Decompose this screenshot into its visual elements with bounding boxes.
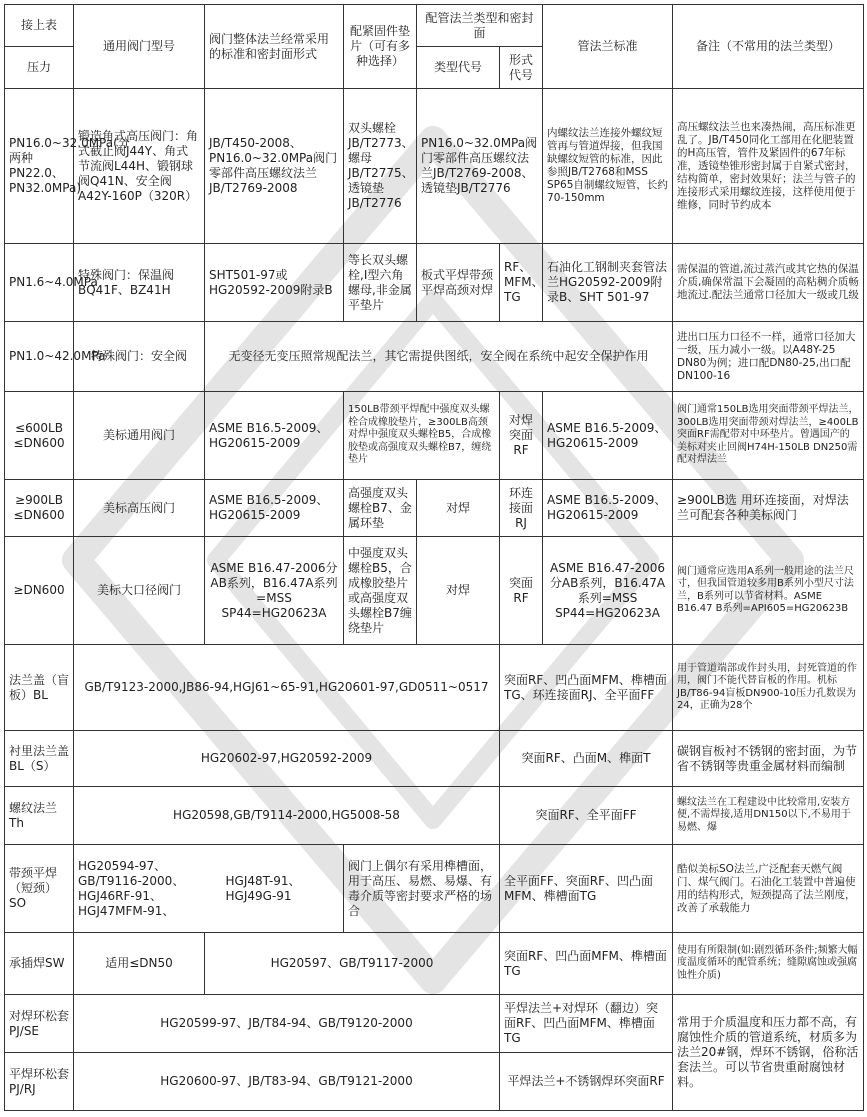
- valve-cell: 特殊阀门：安全阀: [74, 322, 205, 392]
- pressure-cell: 螺纹法兰Th: [5, 787, 74, 845]
- table-row: [5, 933, 864, 995]
- remark-cell: 阀门通常应选用A系列一般用途的法兰尺寸，但我国管道较多用B系列小型尺寸法兰，B系列可以节省材料。ASME B16.47 B系列=API605=HG20623B: [673, 537, 864, 645]
- remark-cell: 常用于介质温度和压力都不高，有腐蚀性介质的管道系统，材质多为法兰20#钢，焊环不锈钢，俗称活套法兰。可以节省贵重耐腐蚀材料。: [673, 995, 864, 1111]
- table-row: [5, 322, 864, 392]
- standard-list-left: HG20594-97、 GB/T9116-2000、 HGJ46RF-91、 HGJ47MFM-91、: [78, 858, 185, 918]
- form-code-cell: RF、MFM、TG: [500, 244, 543, 322]
- type-code-cell: 对焊: [417, 480, 500, 537]
- table-row: [5, 537, 864, 645]
- pressure-cell: 衬里法兰盖BL（S）: [5, 731, 74, 787]
- type-code-cell: PN16.0~32.0MPa阀门零部件高压螺纹法兰JB/T2769-2008、透镜垫JB/T2776: [417, 89, 543, 244]
- table-row: [5, 392, 864, 480]
- standard-cell: HG20599-97、JB/T84-94、GB/T9120-2000: [74, 995, 500, 1053]
- table-row: [5, 731, 864, 787]
- form-code-cell: 突面RF: [500, 537, 543, 645]
- seal-cell: 突面RF、凸面M、榫面T: [500, 731, 673, 787]
- pressure-cell: 平焊环松套PJ/RJ: [5, 1053, 74, 1111]
- header-remark: 备注（不常用的法兰类型）: [673, 5, 864, 89]
- seal-cell: 突面RF、全平面FF: [500, 787, 673, 845]
- pipe-std-cell: ASME B16.5-2009、HG20615-2009: [543, 392, 673, 480]
- remark-cell: ≥900LB选 用环连接面，对焊法兰可配套各种美标阀门: [673, 480, 864, 537]
- remark-cell: 用于管道端部或作封头用，封死管道的作用，阀门不能代替盲板的作用。机标JB/T86-94盲板DN900-10压力孔数误为24，正确为28个: [673, 645, 864, 731]
- standard-cell: HG20602-97,HG20592-2009: [74, 731, 500, 787]
- flange-standards-table: [4, 4, 864, 1111]
- remark-cell: 进出口压力口径不一样，通常口径加大一级，压力减小一级。以A48Y-25 DN80为例；进口配DN80-25,出口配DN100-16: [673, 322, 864, 392]
- seal-cell: 平焊法兰+不锈钢焊环突面RF: [500, 1053, 673, 1111]
- remark-cell: 阀门通常150LB选用突面带颈平焊法兰，300LB选用突面带颈对焊法兰，≥400LB突面RF需配带对中环垫片。曾遇国产的美标对夹止回阀H74H-150LB DN250需配对焊法兰: [673, 392, 864, 480]
- pipe-std-cell: ASME B16.47-2006分AB系列，B16.47A系列=MSS SP44=HG20623A: [543, 537, 673, 645]
- standard-cell: HG20597、GB/T9117-2000: [205, 933, 500, 995]
- standard-cell: [74, 845, 344, 933]
- scope-cell: 适用≤DN50: [74, 933, 205, 995]
- note-cell: 阀门上偶尔有采用榫槽面，用于高压、易燃、易爆、有毒介质等密封要求严格的场合: [344, 845, 500, 933]
- pressure-cell: 法兰盖（盲板）BL: [5, 645, 74, 731]
- pressure-cell: PN16.0~32.0MPa(分两种PN22.0、PN32.0MPa): [5, 89, 74, 244]
- remark-cell: 酷似美标SO法兰,广泛配套天燃气阀门、煤气阀门。石油化工装置中普遍使用的结构形式，短颈提高了法兰刚度，改善了承载能力: [673, 845, 864, 933]
- header-type-code: 类型代号: [417, 47, 500, 89]
- remark-cell: 需保温的管道,流过蒸汽或其它热的保温介质,确保常温下会凝固的高粘稠介质畅地流过.配法兰通常口径加大一级或几级: [673, 244, 864, 322]
- pressure-cell: 带颈平焊（短颈）SO: [5, 845, 74, 933]
- pressure-cell: 对焊环松套PJ/SE: [5, 995, 74, 1053]
- remark-cell: 使用有所限制(如:剧烈循环条件;频繁大幅度温度循环的配管系统；缝隙腐蚀或强腐蚀性介质): [673, 933, 864, 995]
- header-pipe-std: 管法兰标准: [543, 5, 673, 89]
- table-row: [5, 845, 864, 933]
- pressure-cell: PN1.0~42.0MPa: [5, 322, 74, 392]
- valve-cell: 美标大口径阀门: [74, 537, 205, 645]
- table-row: [5, 244, 864, 322]
- table-row: [5, 89, 864, 244]
- flange-cell: ASME B16.5-2009、HG20615-2009: [205, 480, 344, 537]
- table-row: [5, 995, 864, 1053]
- seal-cell: 平焊法兰+对焊环（翻边）突面RF、凹凸面MFM、榫槽面TG: [500, 995, 673, 1053]
- standard-cell: HG20600-97、JB/T83-94、GB/T9121-2000: [74, 1053, 500, 1111]
- remark-cell: 高压螺纹法兰也来凑热闹，高压标准更乱了。JB/T450同化工部用在化肥装置的H高压管，管件及紧固件的67年标准，透镜垫锥形密封属于自紧式密封，结构简单，密封效果好；法兰与管子的连接形式采用螺纹连接，这样使用便于维修，同时节约成本: [673, 89, 864, 244]
- fastener-cell: 等长双头螺栓,I型六角螺母,非金属平垫片: [344, 244, 417, 322]
- header-pipe-flange-type: 配管法兰类型和密封面: [417, 5, 543, 47]
- type-code-cell: 对焊突面RF: [500, 392, 543, 480]
- valve-cell: 锻造角式高压阀门：角式截止阀J44Y、角式节流阀L44H、锻钢球阀Q41N、安全阀A42Y-160P（320R）: [74, 89, 205, 244]
- pressure-cell: 承插焊SW: [5, 933, 74, 995]
- pressure-cell: ≥DN600: [5, 537, 74, 645]
- flange-cell: ASME B16.5-2009、HG20615-2009: [205, 392, 344, 480]
- flange-cell: ASME B16.47-2006分AB系列，B16.47A系列=MSS SP44=HG20623A: [205, 537, 344, 645]
- fastener-cell: 高强度双头螺栓B7、金属环垫: [344, 480, 417, 537]
- table-row: [5, 645, 864, 731]
- seal-cell: 突面RF、凹凸面MFM、榫槽面TG、环连接面RJ、全平面FF: [500, 645, 673, 731]
- fastener-cell: 双头螺栓JB/T2773、螺母JB/T2775、透镜垫JB/T2776: [344, 89, 417, 244]
- pipe-std-cell: 内螺纹法兰连接外螺纹短管再与管道焊接，但我国缺螺纹短管的标准，因此参照JB/T2768和MSS SP65自制螺纹短管，长约70-150mm: [543, 89, 673, 244]
- type-code-cell: 板式平焊带颈平焊高颈对焊: [417, 244, 500, 322]
- standard-list-right: HGJ48T-91、 HGJ49G-91: [225, 873, 301, 903]
- valve-cell: 特殊阀门：保温阀BQ41F、BZ41H: [74, 244, 205, 322]
- valve-cell: 美标通用阀门: [74, 392, 205, 480]
- pressure-cell: PN1.6~4.0MPa: [5, 244, 74, 322]
- type-code-cell: 对焊: [417, 537, 500, 645]
- merged-cell: 无变径无变压照常规配法兰，其它需提供图纸，安全阀在系统中起安全保护作用: [205, 322, 673, 392]
- header-fastener: 配紧固件垫片（可有多种选择）: [344, 5, 417, 89]
- valve-cell: 美标高压阀门: [74, 480, 205, 537]
- standard-cell: HG20598,GB/T9114-2000,HG5008-58: [74, 787, 500, 845]
- header-pressure: 压力: [5, 47, 74, 89]
- fastener-cell: 中强度双头螺栓B5，合成橡胶垫片或高强度双头螺栓B7缠绕垫片: [344, 537, 417, 645]
- seal-cell: 全平面FF、突面RF、凹凸面MFM、榫槽面TG: [500, 845, 673, 933]
- standard-cell: GB/T9123-2000,JB86-94,HGJ61~65-91,HG20601-97,GD0511~0517: [74, 645, 500, 731]
- seal-cell: 突面RF、凹凸面MFM、榫槽面TG: [500, 933, 673, 995]
- remark-cell: 螺纹法兰在工程建设中比较常用,安装方便,不需焊接,适用DN150以下,不易用于易燃、爆: [673, 787, 864, 845]
- header-connect: 接上表: [5, 5, 74, 47]
- header-valve-flange: 阀门整体法兰经常采用的标准和密封面形式: [205, 5, 344, 89]
- table-row: [5, 787, 864, 845]
- flange-cell: JB/T450-2008、PN16.0~32.0MPa阀门零部件高压螺纹法兰JB/T2769-2008: [205, 89, 344, 244]
- flange-cell: SHT501-97或HG20592-2009附录B: [205, 244, 344, 322]
- pressure-cell: ≤600LB ≤DN600: [5, 392, 74, 480]
- remark-cell: 碳钢盲板衬不锈钢的密封面，为节省不锈钢等贵重金属材料而编制: [673, 731, 864, 787]
- header-valve-model: 通用阀门型号: [74, 5, 205, 89]
- form-code-cell: 环连接面RJ: [500, 480, 543, 537]
- fastener-cell: 150LB带颈平焊配中强度双头螺栓合成橡胶垫片，≥300LB高颈对焊中强度双头螺栓B5，合成橡胶垫或高强度双头螺栓B7，缠绕垫片: [344, 392, 500, 480]
- pipe-std-cell: ASME B16.5-2009、HG20615-2009: [543, 480, 673, 537]
- table-row: [5, 480, 864, 537]
- pressure-cell: ≥900LB ≤DN600: [5, 480, 74, 537]
- header-form-code: 形式代号: [500, 47, 543, 89]
- pipe-std-cell: 石油化工钢制夹套管法兰HG20592-2009附录B、SHT 501-97: [543, 244, 673, 322]
